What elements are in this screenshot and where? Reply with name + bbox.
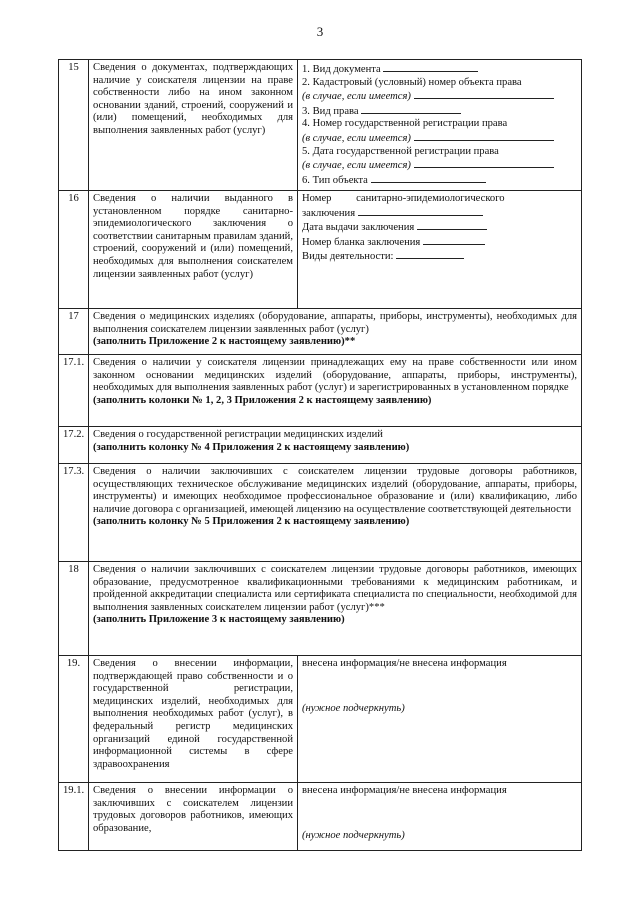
row-number: 16 bbox=[59, 191, 89, 309]
row-fields bbox=[298, 60, 582, 191]
row-text: Сведения о наличии заключивших с соискателем лицензии трудовые договоры работников, имеющих образование, предусмотренное квалификационными требованиями к медицинским работникам, и пройденной аккредитации специалиста или сертификата специалиста по специальности, необходимой для выполнения заявленных соискателем лицензии работ (услуг)*** bbox=[93, 564, 577, 613]
row-note: (заполнить Приложение 3 к настоящему заявлению) bbox=[93, 614, 345, 626]
row-fields bbox=[298, 656, 582, 783]
field-object-type[interactable]: 6. Тип объекта bbox=[302, 173, 577, 188]
field-issue-date[interactable]: Дата выдачи заключения bbox=[302, 220, 577, 235]
field-registration-number[interactable]: (в случае, если имеется) bbox=[302, 131, 577, 146]
row-label: Сведения о внесении информации, подтверждающей право собственности и о государственной регистрации, медицинских изделий, необходимых для выполнения необходимых работ (услуг), в федеральный регистр медицинских организаций единой государственной информационной системы в сфере здравоохранения bbox=[89, 656, 298, 783]
field-sanitary-number[interactable]: заключения bbox=[302, 206, 577, 221]
row-content bbox=[89, 464, 582, 562]
row-label: Сведения о наличии выданного в установленном порядке санитарно-эпидемиологического заключения о соответствии санитарным правилам зданий, строений, сооружений и (или) помещений, необходимых для выполнения соискателем лицензии заявленных работ (услуг) bbox=[89, 191, 298, 309]
field-sanitary-number-label: Номер санитарно-эпидемиологического bbox=[302, 193, 505, 204]
row-content bbox=[89, 309, 582, 355]
row-fields bbox=[298, 191, 582, 309]
field-document-type[interactable]: 1. Вид документа bbox=[302, 62, 577, 77]
status-hint: (нужное подчеркнуть) bbox=[302, 829, 405, 841]
row-label: Сведения о внесении информации о заключивших с соискателем лицензии трудовых договоров работников, имеющих образование, bbox=[89, 783, 298, 851]
row-number: 19.1. bbox=[59, 783, 89, 851]
row-content bbox=[89, 562, 582, 656]
page-number: 3 bbox=[316, 24, 324, 39]
row-16 bbox=[59, 191, 582, 309]
status-options[interactable]: внесена информация/не внесена информация bbox=[302, 658, 507, 669]
field-cadastral-number-label: 2. Кадастровый (условный) номер объекта права bbox=[302, 76, 522, 88]
row-number: 17 bbox=[59, 309, 89, 355]
row-text: Сведения о наличии у соискателя лицензии принадлежащих ему на праве собственности или ином законном основании медицинских изделий (оборудование, аппараты, приборы, инструменты), необходимых для выполнения заявленных работ (услуг) и зарегистрированных в установленном порядке bbox=[93, 357, 577, 394]
row-18 bbox=[59, 562, 582, 656]
row-17 bbox=[59, 309, 582, 355]
field-registration-number-label: 4. Номер государственной регистрации права bbox=[302, 118, 508, 130]
row-17-2 bbox=[59, 427, 582, 464]
row-19 bbox=[59, 656, 582, 783]
row-label: Сведения о документах, подтверждающих наличие у соискателя лицензии на праве собственности либо на ином законном основании зданий, строений, сооружений и (или) помещений, необходимых для выполнения заявленных работ (услуг) bbox=[89, 60, 298, 191]
row-content bbox=[89, 427, 582, 464]
row-fields bbox=[298, 783, 582, 851]
status-options[interactable]: внесена информация/не внесена информация bbox=[302, 785, 507, 796]
row-note: (заполнить колонку № 4 Приложения 2 к настоящему заявлению) bbox=[93, 441, 410, 453]
row-15 bbox=[59, 60, 582, 191]
row-number: 17.3. bbox=[59, 464, 89, 562]
row-number: 17.1. bbox=[59, 355, 89, 427]
row-text: Сведения о наличии заключивших с соискателем лицензии трудовые договоры работников, осуществляющих техническое обслуживание медицинских изделий (оборудование, аппараты, приборы, инструменты) и имеющих необходимое профессиональное образование и (или) квалификацию, либо наличие договора с организацией, имеющей лицензию на осуществление соответствующей деятельности bbox=[93, 466, 577, 515]
row-note: (заполнить Приложение 2 к настоящему заявлению)** bbox=[93, 336, 356, 348]
row-17-1 bbox=[59, 355, 582, 427]
field-form-number[interactable]: Номер бланка заключения bbox=[302, 235, 577, 250]
status-hint: (нужное подчеркнуть) bbox=[302, 702, 405, 714]
row-content bbox=[89, 355, 582, 427]
row-text: Сведения о государственной регистрации медицинских изделий bbox=[93, 429, 383, 440]
field-right-type[interactable]: 3. Вид права bbox=[302, 104, 577, 119]
row-text: Сведения о медицинских изделиях (оборудование, аппараты, приборы, инструменты), необходимых для выполнения соискателем лицензии заявленных работ (услуг) bbox=[93, 311, 577, 335]
application-form-table bbox=[58, 59, 582, 851]
row-17-3 bbox=[59, 464, 582, 562]
row-number: 19. bbox=[59, 656, 89, 783]
field-activity-types[interactable]: Виды деятельности: bbox=[302, 249, 577, 264]
row-number: 15 bbox=[59, 60, 89, 191]
row-note: (заполнить колонку № 5 Приложения 2 к настоящему заявлению) bbox=[93, 516, 410, 528]
row-note: (заполнить колонки № 1, 2, 3 Приложения 2 к настоящему заявлению) bbox=[93, 394, 432, 406]
row-19-1 bbox=[59, 783, 582, 851]
field-registration-date-label: 5. Дата государственной регистрации права bbox=[302, 145, 499, 157]
row-number: 18 bbox=[59, 562, 89, 656]
field-registration-date[interactable]: (в случае, если имеется) bbox=[302, 158, 577, 173]
field-cadastral-number[interactable]: (в случае, если имеется) bbox=[302, 89, 577, 104]
row-number: 17.2. bbox=[59, 427, 89, 464]
